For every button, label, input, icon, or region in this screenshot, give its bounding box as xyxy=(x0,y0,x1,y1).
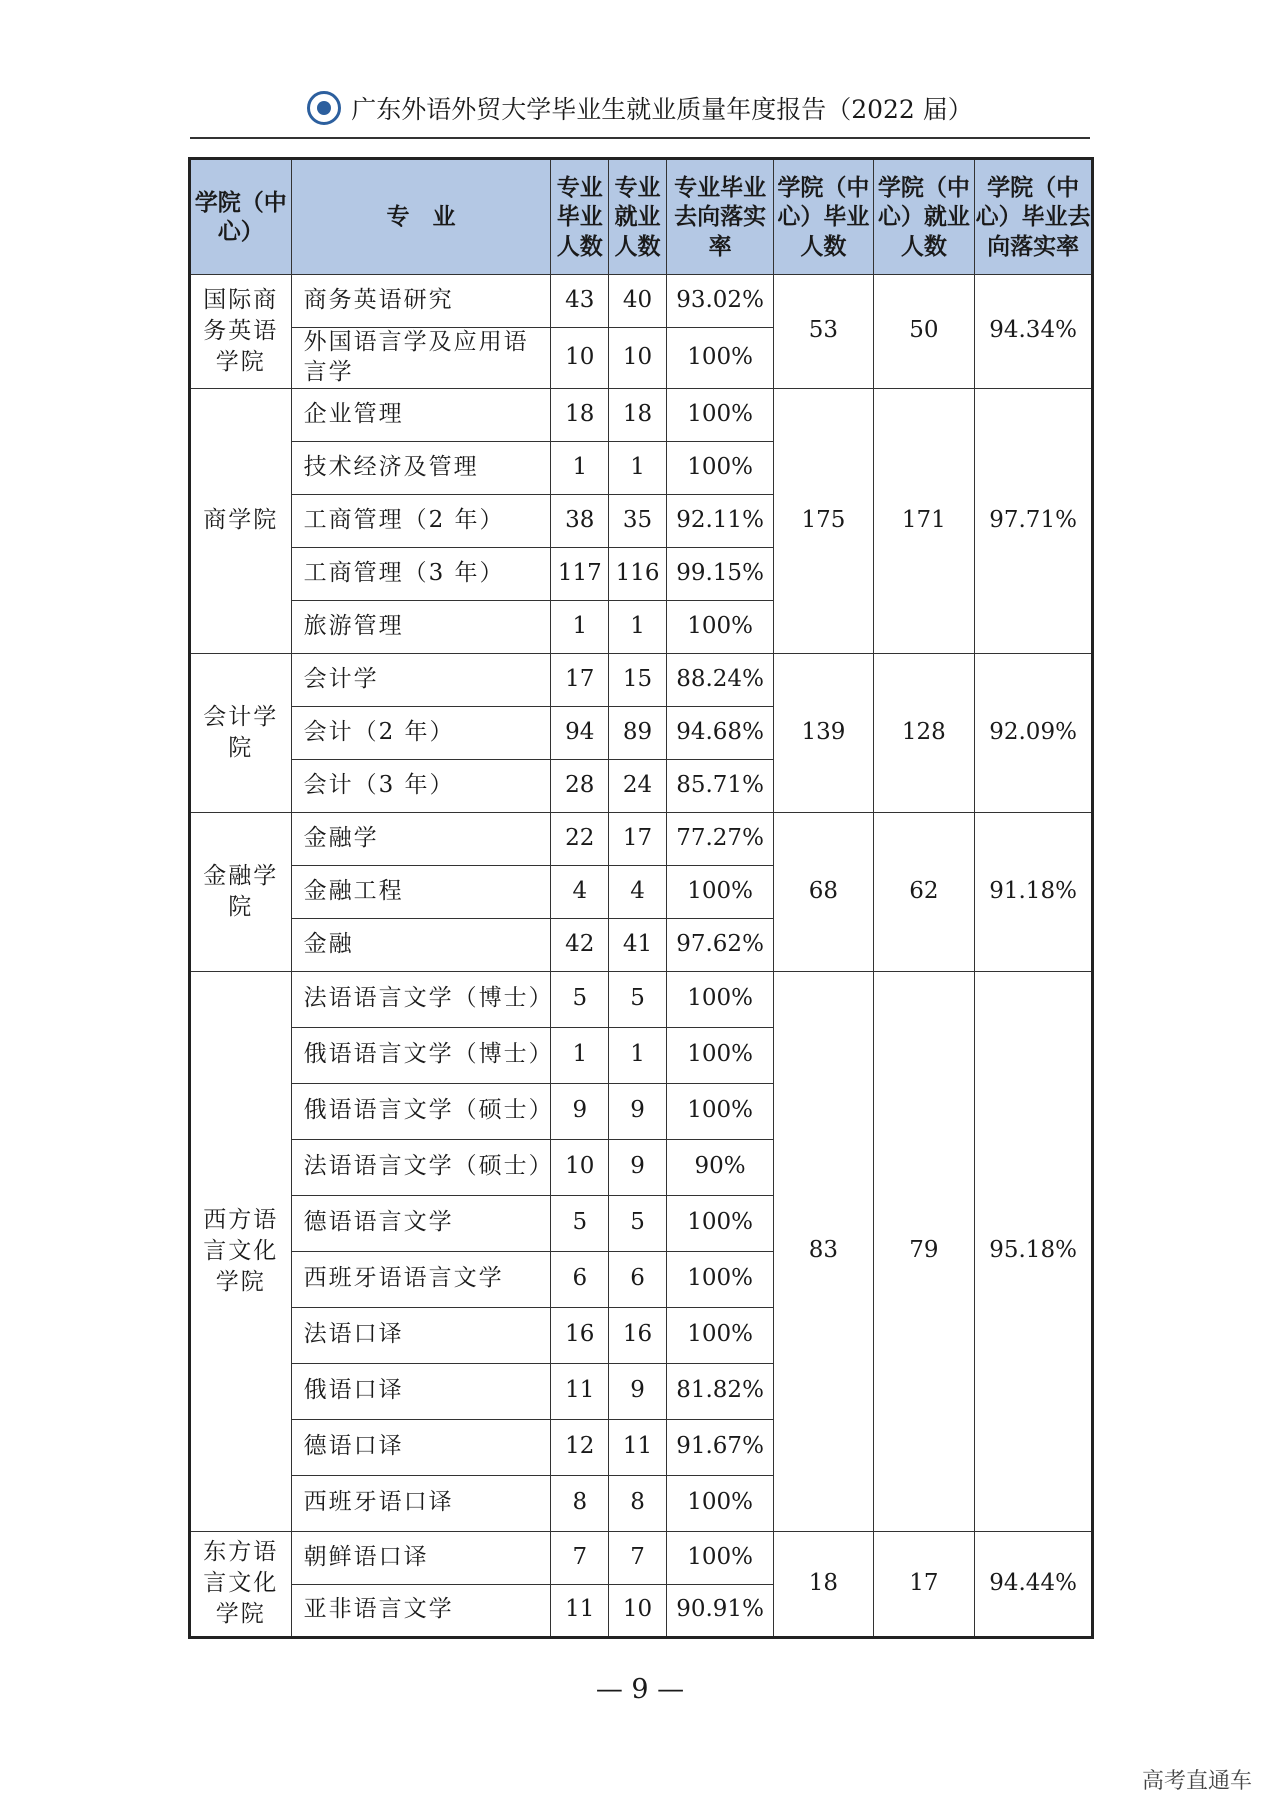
major-grads-cell: 28 xyxy=(551,759,609,812)
major-rate-cell: 90% xyxy=(666,1139,773,1195)
major-rate-cell: 91.67% xyxy=(666,1419,773,1475)
major-employed-cell: 89 xyxy=(609,706,667,759)
major-grads-cell: 11 xyxy=(551,1363,609,1419)
college-employed-cell: 50 xyxy=(873,275,975,389)
major-grads-cell: 8 xyxy=(551,1475,609,1531)
major-grads-cell: 16 xyxy=(551,1307,609,1363)
major-rate-cell: 77.27% xyxy=(666,812,773,865)
major-employed-cell: 5 xyxy=(609,971,667,1027)
college-employed-cell: 128 xyxy=(873,653,975,812)
major-rate-cell: 88.24% xyxy=(666,653,773,706)
college-grads-cell: 83 xyxy=(774,971,873,1531)
major-name-cell: 会计（3 年） xyxy=(291,759,551,812)
column-header-major-employed: 专业就业人数 xyxy=(609,159,667,275)
table-header xyxy=(190,159,1093,275)
table-row xyxy=(190,275,1093,328)
major-rate-cell: 100% xyxy=(666,1531,773,1584)
college-name-cell: 会计学院 xyxy=(190,653,292,812)
major-name-cell: 工商管理（3 年） xyxy=(291,547,551,600)
major-employed-cell: 11 xyxy=(609,1419,667,1475)
major-employed-cell: 24 xyxy=(609,759,667,812)
column-header-major-grads: 专业毕业人数 xyxy=(551,159,609,275)
major-name-cell: 工商管理（2 年） xyxy=(291,494,551,547)
major-employed-cell: 10 xyxy=(609,328,667,389)
major-grads-cell: 1 xyxy=(551,441,609,494)
major-name-cell: 外国语言学及应用语言学 xyxy=(291,328,551,389)
major-grads-cell: 1 xyxy=(551,600,609,653)
major-rate-cell: 100% xyxy=(666,1307,773,1363)
major-grads-cell: 5 xyxy=(551,971,609,1027)
major-employed-cell: 9 xyxy=(609,1363,667,1419)
major-grads-cell: 11 xyxy=(551,1584,609,1637)
major-grads-cell: 43 xyxy=(551,275,609,328)
major-rate-cell: 81.82% xyxy=(666,1363,773,1419)
major-rate-cell: 97.62% xyxy=(666,918,773,971)
major-employed-cell: 1 xyxy=(609,441,667,494)
major-rate-cell: 100% xyxy=(666,1195,773,1251)
watermark-text: 高考直通车 xyxy=(1141,1769,1252,1794)
college-grads-cell: 18 xyxy=(774,1531,873,1637)
major-employed-cell: 6 xyxy=(609,1251,667,1307)
college-employed-cell: 79 xyxy=(873,971,975,1531)
college-grads-cell: 139 xyxy=(774,653,873,812)
major-grads-cell: 10 xyxy=(551,328,609,389)
major-name-cell: 金融 xyxy=(291,918,551,971)
college-grads-cell: 68 xyxy=(774,812,873,971)
table-row xyxy=(190,653,1093,706)
college-employed-cell: 17 xyxy=(873,1531,975,1637)
major-name-cell: 会计（2 年） xyxy=(291,706,551,759)
column-header-college-grads: 学院（中心）毕业人数 xyxy=(774,159,873,275)
college-employed-cell: 171 xyxy=(873,388,975,653)
major-name-cell: 俄语语言文学（博士） xyxy=(291,1027,551,1083)
college-name-cell: 东方语言文化学院 xyxy=(190,1531,292,1637)
major-rate-cell: 100% xyxy=(666,328,773,389)
table-row xyxy=(190,388,1093,441)
employment-table xyxy=(188,157,1094,1639)
column-header-college-employed: 学院（中心）就业人数 xyxy=(873,159,975,275)
major-grads-cell: 9 xyxy=(551,1083,609,1139)
header-divider xyxy=(190,137,1090,139)
major-employed-cell: 15 xyxy=(609,653,667,706)
college-rate-cell: 94.34% xyxy=(975,275,1093,389)
college-grads-cell: 175 xyxy=(774,388,873,653)
major-rate-cell: 94.68% xyxy=(666,706,773,759)
major-employed-cell: 5 xyxy=(609,1195,667,1251)
major-name-cell: 西班牙语语言文学 xyxy=(291,1251,551,1307)
major-name-cell: 俄语语言文学（硕士） xyxy=(291,1083,551,1139)
college-rate-cell: 95.18% xyxy=(975,971,1093,1531)
major-name-cell: 会计学 xyxy=(291,653,551,706)
major-grads-cell: 1 xyxy=(551,1027,609,1083)
major-grads-cell: 4 xyxy=(551,865,609,918)
major-name-cell: 朝鲜语口译 xyxy=(291,1531,551,1584)
college-rate-cell: 97.71% xyxy=(975,388,1093,653)
college-rate-cell: 92.09% xyxy=(975,653,1093,812)
major-employed-cell: 116 xyxy=(609,547,667,600)
major-rate-cell: 100% xyxy=(666,1027,773,1083)
major-rate-cell: 100% xyxy=(666,971,773,1027)
table-row xyxy=(190,971,1093,1027)
major-grads-cell: 17 xyxy=(551,653,609,706)
major-grads-cell: 7 xyxy=(551,1531,609,1584)
major-employed-cell: 35 xyxy=(609,494,667,547)
major-name-cell: 商务英语研究 xyxy=(291,275,551,328)
major-name-cell: 法语口译 xyxy=(291,1307,551,1363)
major-name-cell: 西班牙语口译 xyxy=(291,1475,551,1531)
column-header-major-rate: 专业毕业去向落实率 xyxy=(666,159,773,275)
major-employed-cell: 9 xyxy=(609,1139,667,1195)
major-name-cell: 金融工程 xyxy=(291,865,551,918)
major-rate-cell: 90.91% xyxy=(666,1584,773,1637)
college-name-cell: 国际商务英语学院 xyxy=(190,275,292,389)
major-employed-cell: 1 xyxy=(609,600,667,653)
major-name-cell: 德语语言文学 xyxy=(291,1195,551,1251)
college-rate-cell: 94.44% xyxy=(975,1531,1093,1637)
major-rate-cell: 85.71% xyxy=(666,759,773,812)
major-name-cell: 法语语言文学（硕士） xyxy=(291,1139,551,1195)
major-name-cell: 俄语口译 xyxy=(291,1363,551,1419)
major-employed-cell: 1 xyxy=(609,1027,667,1083)
major-employed-cell: 7 xyxy=(609,1531,667,1584)
major-rate-cell: 100% xyxy=(666,1083,773,1139)
major-name-cell: 金融学 xyxy=(291,812,551,865)
major-employed-cell: 8 xyxy=(609,1475,667,1531)
report-title: 广东外语外贸大学毕业生就业质量年度报告（2022 届） xyxy=(351,95,973,124)
major-grads-cell: 94 xyxy=(551,706,609,759)
major-rate-cell: 100% xyxy=(666,865,773,918)
major-name-cell: 技术经济及管理 xyxy=(291,441,551,494)
major-grads-cell: 22 xyxy=(551,812,609,865)
major-employed-cell: 17 xyxy=(609,812,667,865)
report-header xyxy=(190,88,1090,128)
major-grads-cell: 12 xyxy=(551,1419,609,1475)
column-header-college-rate: 学院（中心）毕业去向落实率 xyxy=(975,159,1093,275)
major-grads-cell: 6 xyxy=(551,1251,609,1307)
table-row xyxy=(190,812,1093,865)
table-row xyxy=(190,1531,1093,1584)
major-rate-cell: 100% xyxy=(666,600,773,653)
major-rate-cell: 100% xyxy=(666,1475,773,1531)
major-rate-cell: 100% xyxy=(666,388,773,441)
college-rate-cell: 91.18% xyxy=(975,812,1093,971)
university-logo-icon xyxy=(307,91,341,125)
column-header-college: 学院（中心） xyxy=(190,159,292,275)
table-body xyxy=(190,275,1093,1638)
major-grads-cell: 42 xyxy=(551,918,609,971)
major-employed-cell: 10 xyxy=(609,1584,667,1637)
major-employed-cell: 40 xyxy=(609,275,667,328)
major-employed-cell: 18 xyxy=(609,388,667,441)
major-rate-cell: 93.02% xyxy=(666,275,773,328)
major-name-cell: 德语口译 xyxy=(291,1419,551,1475)
major-employed-cell: 41 xyxy=(609,918,667,971)
column-header-major: 专 业 xyxy=(291,159,551,275)
major-name-cell: 企业管理 xyxy=(291,388,551,441)
major-rate-cell: 100% xyxy=(666,441,773,494)
college-name-cell: 西方语言文化学院 xyxy=(190,971,292,1531)
college-name-cell: 商学院 xyxy=(190,388,292,653)
major-rate-cell: 100% xyxy=(666,1251,773,1307)
major-rate-cell: 92.11% xyxy=(666,494,773,547)
major-rate-cell: 99.15% xyxy=(666,547,773,600)
major-grads-cell: 38 xyxy=(551,494,609,547)
college-employed-cell: 62 xyxy=(873,812,975,971)
major-employed-cell: 4 xyxy=(609,865,667,918)
page-number: — 9 — xyxy=(595,1674,685,1705)
major-grads-cell: 5 xyxy=(551,1195,609,1251)
major-grads-cell: 117 xyxy=(551,547,609,600)
major-name-cell: 旅游管理 xyxy=(291,600,551,653)
college-name-cell: 金融学院 xyxy=(190,812,292,971)
major-name-cell: 亚非语言文学 xyxy=(291,1584,551,1637)
college-grads-cell: 53 xyxy=(774,275,873,389)
major-grads-cell: 18 xyxy=(551,388,609,441)
major-grads-cell: 10 xyxy=(551,1139,609,1195)
major-employed-cell: 16 xyxy=(609,1307,667,1363)
major-employed-cell: 9 xyxy=(609,1083,667,1139)
major-name-cell: 法语语言文学（博士） xyxy=(291,971,551,1027)
